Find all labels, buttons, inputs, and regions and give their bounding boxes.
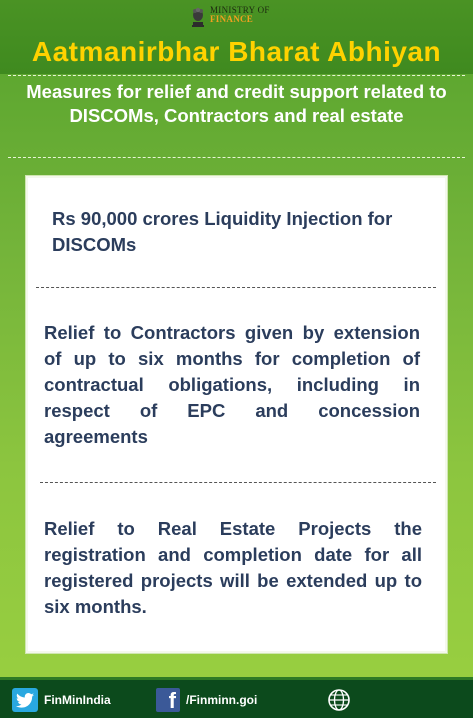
- measure-item-real-estate: Relief to Real Estate Projects the registration and completion date for all registered projects will be extended up to six months.: [44, 518, 422, 617]
- page-subtitle: Measures for relief and credit support related to DISCOMs, Contractors and real estate: [26, 81, 447, 126]
- divider: [8, 157, 465, 158]
- social-footer: [0, 677, 473, 718]
- measure-item-discoms: Rs 90,000 crores Liquidity Injection for DISCOMs: [52, 208, 393, 255]
- twitter-link[interactable]: [12, 688, 111, 712]
- website-link[interactable]: [326, 688, 352, 712]
- national-emblem-icon: [190, 6, 206, 28]
- ministry-line-1: MINISTRY OF: [210, 5, 270, 15]
- item-separator: [40, 482, 436, 483]
- measures-card: [28, 178, 445, 651]
- measure-item-contractors: Relief to Contractors given by extension of up to six months for completion of contractual obligations, including in respect of EPC and concession agreements: [44, 322, 420, 447]
- facebook-link[interactable]: [156, 688, 257, 712]
- ministry-logo-text: [210, 6, 270, 24]
- facebook-handle: /Finminn.goi: [186, 693, 258, 707]
- divider: [8, 75, 465, 76]
- globe-icon: [326, 688, 352, 712]
- item-separator: [36, 287, 436, 288]
- ministry-line-2: FINANCE: [210, 14, 254, 24]
- twitter-icon: [12, 688, 38, 712]
- page-title: Aatmanirbhar Bharat Abhiyan: [31, 36, 442, 67]
- twitter-handle: FinMinIndia: [44, 693, 111, 707]
- facebook-icon: f: [156, 688, 180, 712]
